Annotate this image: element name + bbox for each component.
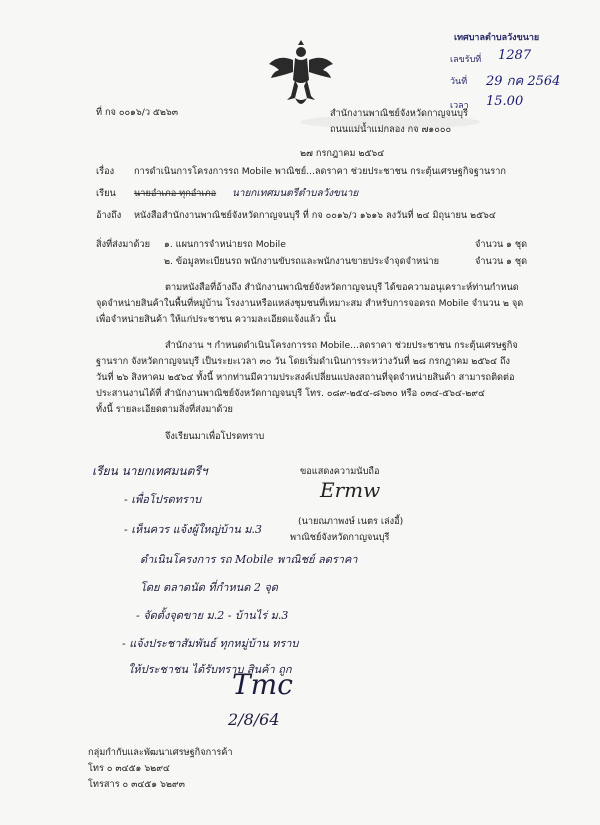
enclosure-item-2: ๒. ข้อมูลทะเบียนรถ พนักงานขับรถและพนักงานขายประจำจุดจำหน่าย	[164, 256, 440, 267]
garuda-emblem-icon	[265, 40, 337, 112]
signature-scrawl: Ermw	[320, 478, 381, 502]
para1-line-1: ตามหนังสือที่อ้างถึง สำนักงานพาณิชย์จังหวัดกาญจนบุรี ได้ขอความอนุเคราะห์ท่านกำหนด	[165, 282, 519, 293]
doc-number: ที่ กจ ๐๐๑๖/ว ๕๒๖๓	[96, 107, 179, 118]
note-line-1: เรียน นายกเทศมนตรีฯ	[92, 464, 208, 478]
note-initials: Tmc	[232, 668, 293, 701]
receipt-stamp	[450, 28, 576, 128]
para2-line-2: ฐานราก จังหวัดกาญจนบุรี เป็นระยะเวลา ๓๐ วัน โดยเริ่มดำเนินการระหว่างวันที่ ๒๘ กรกฎาคม ๒๕๖๔ ถึง	[96, 356, 511, 367]
doc-date: ๒๗ กรกฎาคม ๒๕๖๔	[300, 148, 385, 159]
signature-name: (นายณภาพงษ์ เนตร เล่งอี้)	[298, 516, 404, 527]
para2-line-1: สำนักงาน ฯ กำหนดดำเนินโครงการรถ Mobile...ลดราคา ช่วยประชาชน กระตุ้นเศรษฐกิจ	[165, 340, 518, 351]
closing-text: จึงเรียนมาเพื่อโปรดทราบ	[165, 431, 265, 442]
note-line-5: โดย ตลาดนัด ที่กำหนด 2 จุด	[140, 581, 278, 594]
stamp-time-value: 15.00	[486, 94, 524, 109]
enclosure-item-1: ๑. แผนการจำหน่ายรถ Mobile	[164, 239, 286, 250]
note-line-8: ให้ประชาชน ได้รับทราบ สินค้า ถูก	[128, 663, 292, 676]
para2-line-4: ประสานงานได้ที่ สำนักงานพาณิชย์จังหวัดกาญจนบุรี โทร. ๐๘๙-๒๕๔-๘๖๓๐ หรือ ๐๓๔-๕๖๔-๒๙๔	[96, 388, 485, 399]
para1-line-3: เพื่อจำหน่ายสินค้า ให้แก่ประชาชน ความละเอียดแจ้งแล้ว นั้น	[96, 314, 336, 325]
signature-regards: ขอแสดงความนับถือ	[300, 466, 380, 477]
enclosures-label: สิ่งที่ส่งมาด้วย	[96, 239, 150, 250]
office-name: สำนักงานพาณิชย์จังหวัดกาญจนบุรี	[330, 108, 468, 119]
subject-text: การดำเนินการโครงการรถ Mobile พาณิชย์...ลดราคา ช่วยประชาชน กระตุ้นเศรษฐกิจฐานราก	[134, 166, 506, 177]
para2-line-3: วันที่ ๒๖ สิงหาคม ๒๕๖๔ ทั้งนี้ หากท่านมีความประสงค์เปลี่ยนแปลงสถานที่จุดจำหน่ายสินค้า สามารถติดต่อ	[96, 372, 515, 383]
stamp-org: เทศบาลตำบลวังขนาย	[454, 33, 540, 43]
note-date: 2/8/64	[228, 710, 280, 729]
footer-fax: โทรสาร ๐ ๓๔๕๑ ๖๒๙๓	[88, 779, 185, 790]
note-line-3: - เห็นควร แจ้งผู้ใหญ่บ้าน ม.3	[124, 523, 262, 536]
subject-label: เรื่อง	[96, 166, 115, 177]
recipient-label: เรียน	[96, 188, 116, 199]
note-line-2: - เพื่อโปรดทราบ	[124, 493, 202, 506]
para2-line-5: ทั้งนี้ รายละเอียดตามสิ่งที่ส่งมาด้วย	[96, 404, 233, 415]
stamp-recv-no: 1287	[498, 48, 532, 63]
stamp-date-label: วันที่	[450, 77, 468, 87]
enclosure-qty-2: จำนวน ๑ ชุด	[475, 256, 528, 267]
office-address: ถนนแม่น้ำแม่กลอง กจ ๗๑๐๐๐	[330, 124, 452, 135]
signature-position: พาณิชย์จังหวัดกาญจนบุรี	[290, 532, 390, 543]
note-line-4: ดำเนินโครงการ รถ Mobile พาณิชย์ ลดราคา	[140, 553, 358, 566]
stamp-date-value: 29 กค 2564	[486, 74, 561, 89]
stamp-recv-label: เลขรับที่	[450, 55, 482, 65]
note-line-6: - จัดตั้งจุดขาย ม.2 - บ้านไร่ ม.3	[136, 609, 289, 622]
reference-label: อ้างถึง	[96, 210, 122, 221]
footer-phone: โทร ๐ ๓๔๕๑ ๖๒๙๔	[88, 763, 170, 774]
footer-dept: กลุ่มกำกับและพัฒนาเศรษฐกิจการค้า	[88, 747, 233, 758]
recipient-handwritten: นายกเทศมนตรีตำบลวังขนาย	[232, 188, 359, 199]
recipient-struck: นายอำเภอ ทุกอำเภอ	[134, 188, 217, 199]
note-line-7: - แจ้งประชาสัมพันธ์ ทุกหมู่บ้าน ทราบ	[122, 637, 299, 650]
enclosure-qty-1: จำนวน ๑ ชุด	[475, 239, 528, 250]
stamp-time-label: เวลา	[450, 101, 469, 111]
reference-text: หนังสือสำนักงานพาณิชย์จังหวัดกาญจนบุรี ที่ กจ ๐๐๑๖/ว ๑๖๑๖ ลงวันที่ ๒๔ มิถุนายน ๒๕๖๔	[134, 210, 496, 221]
para1-line-2: จุดจำหน่ายสินค้าในพื้นที่หมู่บ้าน โรงงานหรือแหล่งชุมชนที่เหมาะสม สำหรับการจอดรถ Mobile จำนวน ๒ จุด	[96, 298, 524, 309]
